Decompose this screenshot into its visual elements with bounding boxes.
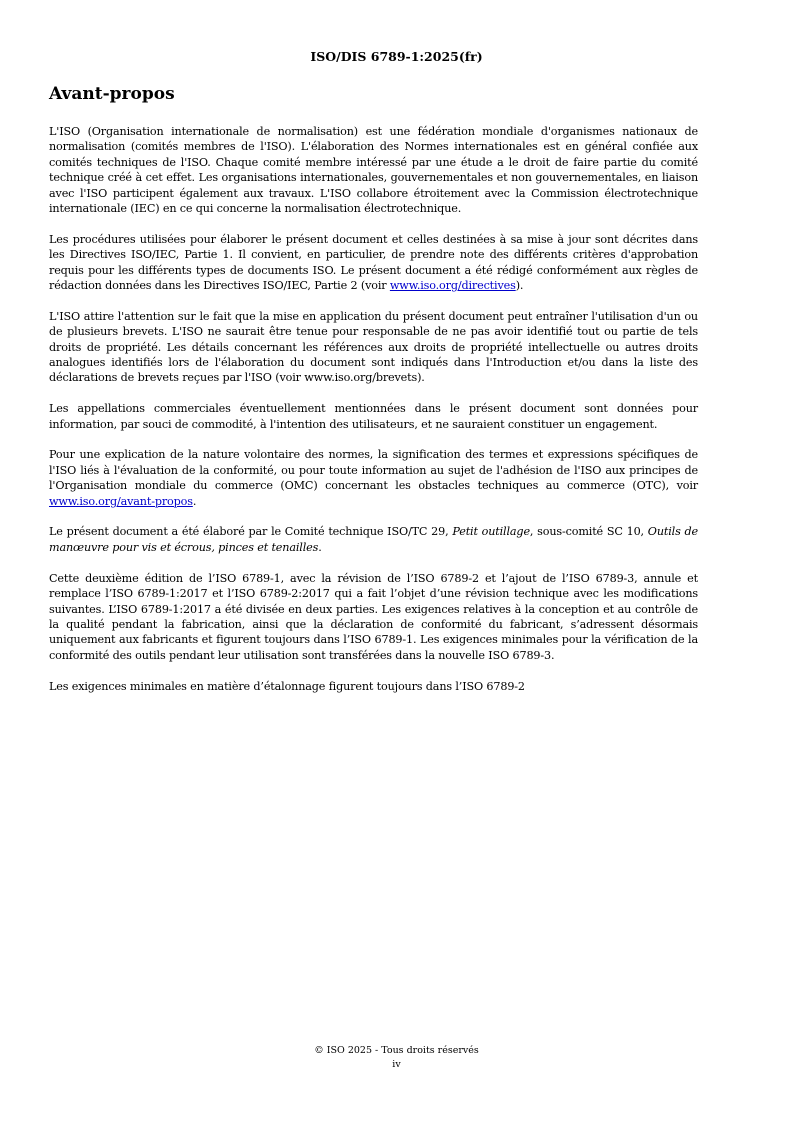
paragraph-procedures-text: Les procédures utilisées pour élaborer le présent document et celles destinées à sa mise à jour sont décrites dans les Directives ISO/IEC, Partie 1. Il convient, en particulier, de prendre note des différents critères d'approbation requis pour les différents types de documents ISO. Le présent document a été rédigé conformément aux règles de rédaction données dans les Directives ISO/IEC, Partie 2 (voir (49, 232, 698, 293)
page-number: iv (392, 1059, 401, 1070)
directives-link[interactable]: www.iso.org/directives (389, 279, 516, 293)
avant-propos-link[interactable]: www.iso.org/avant-propos (49, 494, 193, 508)
page-footer (0, 1044, 793, 1072)
section-title: Avant-propos (49, 84, 175, 104)
paragraph-voluntary-nature (49, 447, 698, 509)
committee-text-1: Le présent document a été élaboré par le Comité technique ISO/TC 29, (49, 525, 453, 539)
committee-tail: . (318, 540, 322, 554)
foreword-body (49, 124, 698, 709)
paragraph-voluntary-text: Pour une explication de la nature volontaire des normes, la signification des termes et expressions spécifiques de l'ISO liés à l'évaluation de la conformité, ou pour toute information au sujet de l'adhésion de l'ISO aux principes de l'Organisation mondiale du commerce (OMC) concernant les obstacles techniques au commerce (OTC), voir (49, 448, 698, 493)
subcommittee-name: Outils de manœuvre pour vis et écrous, pinces et tenailles (49, 525, 698, 554)
paragraph-patents: L'ISO attire l'attention sur le fait que la mise en application du présent document peut entraîner l'utilisation d'un ou de plusieurs brevets. L'ISO ne saurait être tenue pour responsable de ne pas avoir identifié tout ou partie de tels droits de propriété. Les détails concernant les références aux droits de propriété intellectuelle ou autres droits analogues identifiés lors de l'élaboration du document sont indiqués dans l'Introduction et/ou dans la liste des déclarations de brevets reçues par l'ISO (voir www.iso.org/brevets). (49, 309, 698, 385)
paragraph-trade-names: Les appellations commerciales éventuellement mentionnées dans le présent document sont données pour information, par souci de commodité, à l'intention des utilisateurs, et ne sauraient constituer un engagement. (49, 402, 698, 431)
paragraph-procedures-tail: ). (515, 279, 524, 293)
copyright-notice: © ISO 2025 - Tous droits réservés (314, 1045, 479, 1056)
committee-text-2: , sous-comité SC 10, (529, 525, 648, 539)
paragraph-edition: Cette deuxième édition de l’ISO 6789-1, avec la révision de l’ISO 6789-2 et l’ajout de l’ISO 6789-3, annule et remplace l’ISO 6789-1:2017 et l’ISO 6789-2:2017 qui a fait l’objet d’une révision technique avec les modifications suivantes. L’ISO 6789-1:2017 a été divisée en deux parties. Les exigences relatives à la conception et au contrôle de la qualité pendant la fabrication, ainsi que la déclaration de conformité du fabricant, s’adressent désormais uniquement aux fabricants et figurent toujours dans l’ISO 6789-1. Les exigences minimales pour la vérification de la conformité des outils pendant leur utilisation sont transférées dans la nouvelle ISO 6789-3. (49, 571, 698, 662)
paragraph-iso-organisation: L'ISO (Organisation internationale de normalisation) est une fédération mondiale d'organismes nationaux de normalisation (comités membres de l'ISO). L'élaboration des Normes internationales est en général confiée aux comités techniques de l'ISO. Chaque comité membre intéressé par une étude a le droit de faire partie du comité technique créé à cet effet. Les organisations internationales, gouvernementales et non gouvernementales, en liaison avec l'ISO participent également aux travaux. L'ISO collabore étroitement avec la Commission électrotechnique internationale (IEC) en ce qui concerne la normalisation électrotechnique. (49, 125, 698, 216)
paragraph-voluntary-tail: . (192, 494, 197, 508)
committee-name: Petit outillage (452, 525, 530, 539)
document-id-header: ISO/DIS 6789-1:2025(fr) (310, 49, 483, 64)
paragraph-committee (49, 524, 698, 555)
paragraph-calibration: Les exigences minimales en matière d’étalonnage figurent toujours dans l’ISO 6789-2 (49, 679, 525, 693)
paragraph-procedures (49, 232, 698, 294)
